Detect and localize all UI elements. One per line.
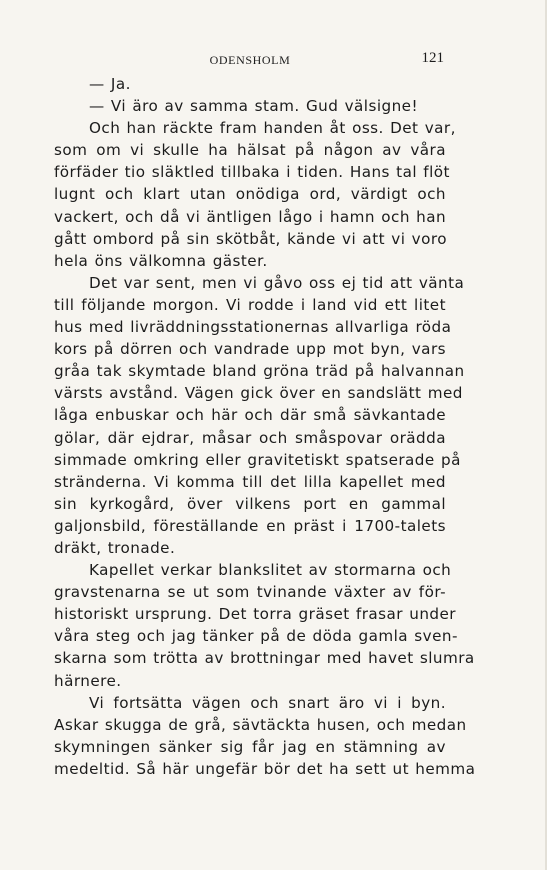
text-line: gått ombord på sin skötbåt, kände vi att vi voro bbox=[54, 229, 447, 248]
text-line: — Ja. bbox=[89, 75, 131, 93]
text-line: galjonsbild, föreställande en präst i 1700-talets bbox=[54, 516, 446, 535]
text-line: Vi fortsätta vägen och snart äro vi i byn. bbox=[89, 693, 446, 712]
text-line: låga enbuskar och här och där små sävkantade bbox=[54, 406, 446, 425]
text-line: gravstenarna se ut som tvinande växter av för- bbox=[54, 583, 446, 602]
text-line: lugnt och klart utan onödiga ord, värdigt och bbox=[54, 185, 446, 204]
text-line: värsts avstånd. Vägen gick över en sandslätt med bbox=[54, 384, 463, 403]
text-line: Askar skugga de grå, sävtäckta husen, och medan bbox=[54, 715, 467, 734]
text-line: som om vi skulle ha hälsat på någon av våra bbox=[54, 141, 446, 160]
text-line: dräkt, tronade. bbox=[54, 538, 176, 557]
page-header bbox=[54, 50, 446, 70]
text-line: gölar, där ejdrar, måsar och småspovar orädda bbox=[54, 428, 446, 447]
text-line: skymningen sänker sig får jag en stämning av bbox=[54, 737, 446, 756]
body-text bbox=[54, 73, 476, 780]
text-line: till följande morgon. Vi rodde i land vid ett litet bbox=[54, 295, 446, 314]
text-line: förfäder tio släktled tillbaka i tiden. Hans tal flöt bbox=[54, 163, 450, 182]
text-line: sin kyrkogård, över vilkens port en gammal bbox=[54, 494, 446, 513]
text-line: skarna som trötta av brottningar med havet slumra bbox=[54, 649, 475, 668]
running-title: ODENSHOLM bbox=[209, 53, 291, 67]
text-line: kors på dörren och vandrade upp mot byn, vars bbox=[54, 340, 446, 359]
text-line: Och han räckte fram handen åt oss. Det var, bbox=[89, 119, 456, 138]
text-line: simmade omkring eller gravitetiskt spatserade på bbox=[54, 450, 461, 469]
text-line: historiskt ursprung. Det torra gräset frasar under bbox=[54, 605, 456, 624]
text-line: stränderna. Vi komma till det lilla kapellet med bbox=[54, 472, 446, 491]
text-line: Kapellet verkar blankslitet av stormarna och bbox=[89, 561, 452, 580]
text-line: gråa tak skymtade bland gröna träd på halvannan bbox=[54, 362, 465, 381]
page-number: 121 bbox=[421, 50, 444, 66]
text-line: våra steg och jag tänker på de döda gamla sven- bbox=[54, 627, 458, 646]
text-line: medeltid. Så här ungefär bör det ha sett ut hemma bbox=[54, 759, 476, 778]
text-line: härnere. bbox=[54, 671, 122, 690]
text-line: hus med livräddningsstationernas allvarliga röda bbox=[54, 318, 452, 337]
text-line: — Vi äro av samma stam. Gud välsigne! bbox=[89, 97, 419, 116]
text-line: hela öns välkomna gäster. bbox=[54, 251, 268, 270]
text-line: Det var sent, men vi gåvo oss ej tid att vänta bbox=[89, 273, 465, 292]
text-line: vackert, och då vi äntligen lågo i hamn och han bbox=[54, 207, 447, 226]
